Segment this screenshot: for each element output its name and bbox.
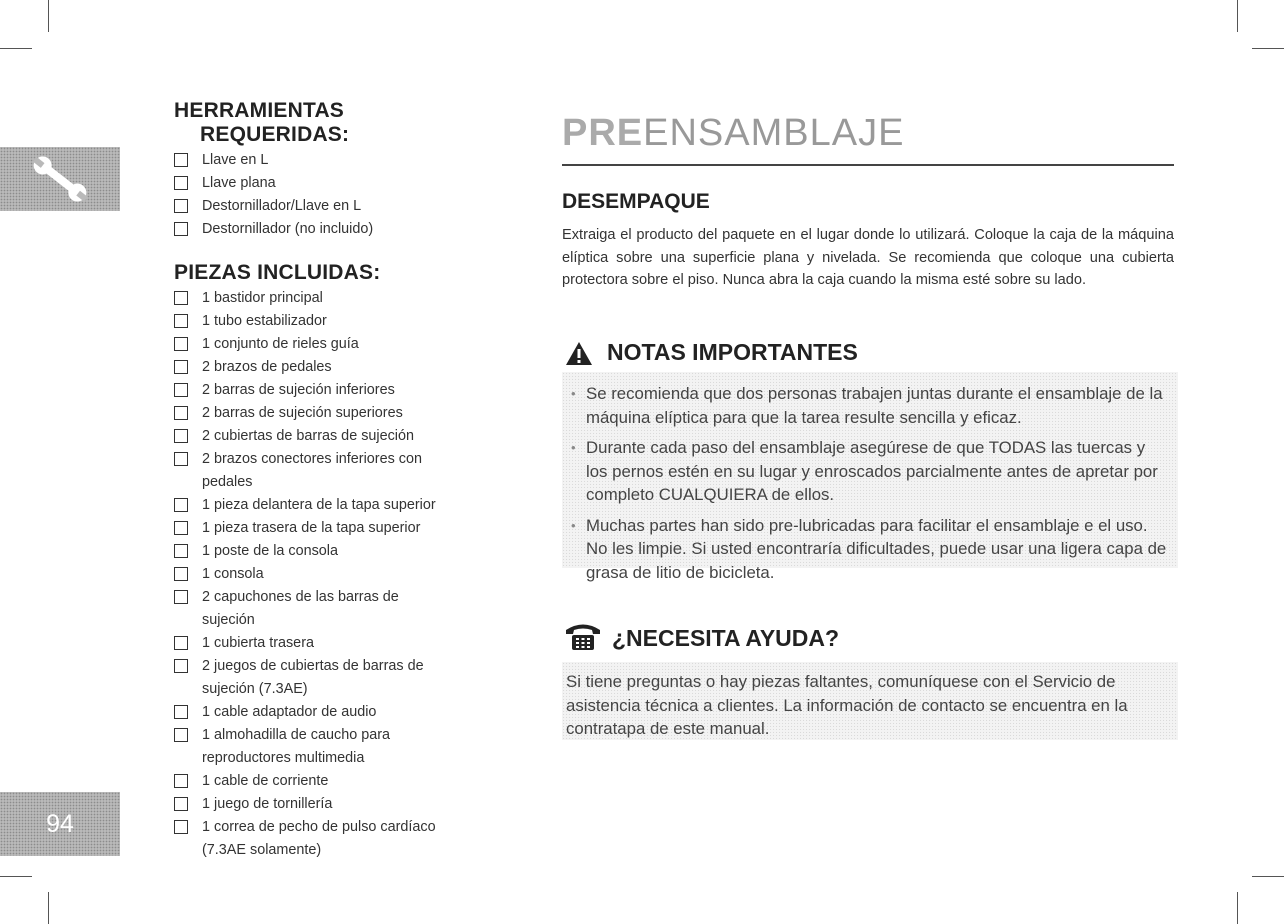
notes-list xyxy=(566,382,1170,591)
checkbox[interactable] xyxy=(174,452,188,466)
checkbox[interactable] xyxy=(174,222,188,236)
checkbox[interactable] xyxy=(174,521,188,535)
title-prefix: PRE xyxy=(562,112,644,154)
checkbox[interactable] xyxy=(174,820,188,834)
list-item: 1 almohadilla de caucho para reproductores multimedia xyxy=(174,724,452,770)
list-item: 1 tubo estabilizador xyxy=(174,310,474,333)
list-item: • Muchas partes han sido pre-lubricadas para facilitar el ensamblaje e el uso. No les limpie. Si usted encontraría dificultades, puede usar una ligera capa de grasa de litio de bicicleta. xyxy=(566,514,1170,585)
title-rest: ENSAMBLAJE xyxy=(643,112,905,154)
unpack-text: Extraiga el producto del paquete en el lugar donde lo utilizará. Coloque la caja de la máquina elíptica sobre una superficie plana y nivelada. Se recomienda que coloque una cubierta protectora sobre el piso. Nunca abra la caja cuando la misma esté sobre su lado. xyxy=(562,227,1174,288)
parts-heading: PIEZAS INCLUIDAS: xyxy=(174,261,381,284)
crop-mark xyxy=(0,48,32,49)
list-item: 2 barras de sujeción superiores xyxy=(174,402,474,425)
list-item: 1 cable adaptador de audio xyxy=(174,701,474,724)
list-item: 1 conjunto de rieles guía xyxy=(174,333,474,356)
checkbox[interactable] xyxy=(174,567,188,581)
list-item: 1 cubierta trasera xyxy=(174,632,474,655)
help-text: Si tiene preguntas o hay piezas faltantes, comuníquese con el Servicio de asistencia técnica a clientes. La información de contacto se encuentra en la contratapa de este manual. xyxy=(566,672,1128,738)
crop-mark xyxy=(0,876,32,877)
tools-list xyxy=(174,149,373,241)
tools-heading-line2: REQUERIDAS: xyxy=(200,123,350,146)
checkbox[interactable] xyxy=(174,314,188,328)
list-item: 2 barras de sujeción inferiores xyxy=(174,379,474,402)
list-item: 1 poste de la consola xyxy=(174,540,474,563)
list-item: 1 cable de corriente xyxy=(174,770,474,793)
wrench-icon xyxy=(28,153,92,205)
list-item: 2 cubiertas de barras de sujeción xyxy=(174,425,474,448)
checkbox[interactable] xyxy=(174,337,188,351)
checkbox[interactable] xyxy=(174,498,188,512)
checkbox[interactable] xyxy=(174,176,188,190)
checkbox[interactable] xyxy=(174,636,188,650)
crop-mark xyxy=(1252,876,1284,877)
list-item: 1 consola xyxy=(174,563,474,586)
list-item: 1 juego de tornillería xyxy=(174,793,474,816)
checkbox[interactable] xyxy=(174,291,188,305)
crop-mark xyxy=(48,0,49,32)
checkbox[interactable] xyxy=(174,199,188,213)
page-title xyxy=(562,112,904,155)
checkbox[interactable] xyxy=(174,153,188,167)
list-item: Destornillador (no incluido) xyxy=(174,218,373,241)
checkbox[interactable] xyxy=(174,544,188,558)
page-number: 94 xyxy=(46,810,74,838)
list-item: • Se recomienda que dos personas trabajen juntas durante el ensamblaje de la máquina elíptica para que la tarea resulte sencilla y eficaz. xyxy=(566,382,1170,429)
tools-heading: HERRAMIENTAS xyxy=(174,99,345,122)
list-item: Llave plana xyxy=(174,172,373,195)
checkbox[interactable] xyxy=(174,406,188,420)
crop-mark xyxy=(1237,892,1238,924)
list-item: 2 capuchones de las barras de sujeción xyxy=(174,586,452,632)
list-item: Llave en L xyxy=(174,149,373,172)
warning-icon xyxy=(565,341,593,366)
list-item: 1 pieza trasera de la tapa superior xyxy=(174,517,474,540)
list-item: 2 brazos conectores inferiores con pedales xyxy=(174,448,452,494)
checkbox[interactable] xyxy=(174,728,188,742)
checkbox[interactable] xyxy=(174,797,188,811)
checkbox[interactable] xyxy=(174,360,188,374)
help-heading: ¿NECESITA AYUDA? xyxy=(612,625,840,651)
telephone-icon xyxy=(564,621,602,651)
tools-tab xyxy=(0,147,120,211)
unpack-heading: DESEMPAQUE xyxy=(562,190,710,213)
list-item: 1 bastidor principal xyxy=(174,287,474,310)
checkbox[interactable] xyxy=(174,659,188,673)
checkbox[interactable] xyxy=(174,383,188,397)
list-item: • Durante cada paso del ensamblaje asegúrese de que TODAS las tuercas y los pernos estén en su lugar y enroscados parcialmente antes de apretar por completo CUALQUIERA de ellos. xyxy=(566,436,1170,507)
list-item: Destornillador/Llave en L xyxy=(174,195,373,218)
crop-mark xyxy=(48,892,49,924)
list-item: 1 pieza delantera de la tapa superior xyxy=(174,494,474,517)
title-divider xyxy=(562,164,1174,166)
list-item: 1 correa de pecho de pulso cardíaco (7.3AE solamente) xyxy=(174,816,477,862)
list-item: 2 juegos de cubiertas de barras de sujeción (7.3AE) xyxy=(174,655,460,701)
checkbox[interactable] xyxy=(174,429,188,443)
list-item: 2 brazos de pedales xyxy=(174,356,474,379)
parts-list xyxy=(174,287,474,862)
crop-mark xyxy=(1252,48,1284,49)
checkbox[interactable] xyxy=(174,590,188,604)
checkbox[interactable] xyxy=(174,774,188,788)
crop-mark xyxy=(1237,0,1238,32)
checkbox[interactable] xyxy=(174,705,188,719)
notes-heading: NOTAS IMPORTANTES xyxy=(607,339,858,365)
